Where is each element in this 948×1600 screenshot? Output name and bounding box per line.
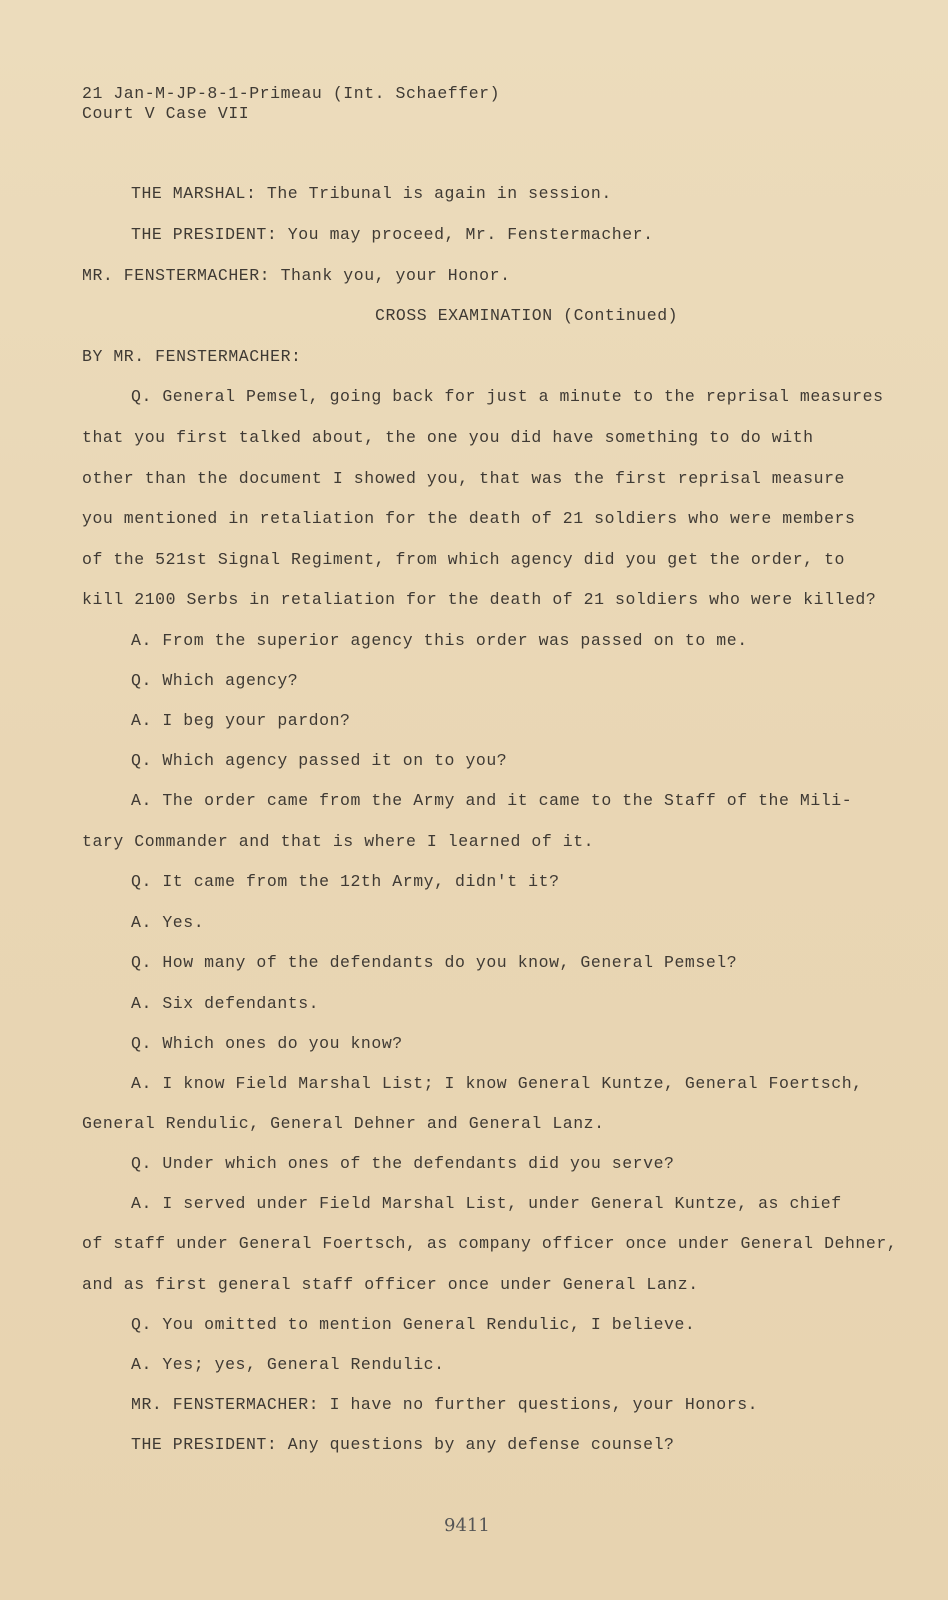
- transcript-line: A. I beg your pardon?: [131, 711, 351, 730]
- transcript-line: and as first general staff officer once under General Lanz.: [82, 1275, 699, 1294]
- transcript-line: Q. Which agency?: [131, 671, 299, 690]
- transcript-line: THE PRESIDENT: You may proceed, Mr. Fenstermacher.: [131, 225, 654, 244]
- transcript-line: BY MR. FENSTERMACHER:: [82, 347, 302, 366]
- header-line-1: 21 Jan-M-JP-8-1-Primeau (Int. Schaeffer): [82, 84, 501, 103]
- transcript-line: other than the document I showed you, that was the first reprisal measure: [82, 469, 845, 488]
- transcript-line: A. The order came from the Army and it came to the Staff of the Mili-: [131, 791, 853, 810]
- transcript-line: THE MARSHAL: The Tribunal is again in session.: [131, 184, 612, 203]
- transcript-line: A. Yes.: [131, 913, 205, 932]
- transcript-line: Q. Under which ones of the defendants did you serve?: [131, 1154, 675, 1173]
- page-number: 9411: [444, 1515, 490, 1536]
- transcript-line: THE PRESIDENT: Any questions by any defense counsel?: [131, 1435, 675, 1454]
- transcript-line: you mentioned in retaliation for the death of 21 soldiers who were members: [82, 509, 856, 528]
- transcript-line: of staff under General Foertsch, as company officer once under General Dehner,: [82, 1234, 898, 1253]
- transcript-line: tary Commander and that is where I learned of it.: [82, 832, 595, 851]
- transcript-line: Q. How many of the defendants do you know, General Pemsel?: [131, 953, 738, 972]
- transcript-line: Q. General Pemsel, going back for just a minute to the reprisal measures: [131, 387, 884, 406]
- header-line-2: Court V Case VII: [82, 104, 250, 123]
- transcript-line: of the 521st Signal Regiment, from which agency did you get the order, to: [82, 550, 845, 569]
- transcript-line: A. Six defendants.: [131, 994, 320, 1013]
- section-heading: CROSS EXAMINATION (Continued): [375, 306, 679, 325]
- transcript-line: Q. Which agency passed it on to you?: [131, 751, 508, 770]
- transcript-line: A. I served under Field Marshal List, under General Kuntze, as chief: [131, 1194, 842, 1213]
- transcript-line: kill 2100 Serbs in retaliation for the death of 21 soldiers who were killed?: [82, 590, 877, 609]
- transcript-line: A. Yes; yes, General Rendulic.: [131, 1355, 445, 1374]
- transcript-line: A. From the superior agency this order was passed on to me.: [131, 631, 748, 650]
- transcript-line: A. I know Field Marshal List; I know General Kuntze, General Foertsch,: [131, 1074, 863, 1093]
- transcript-line: Q. You omitted to mention General Rendulic, I believe.: [131, 1315, 696, 1334]
- transcript-line: MR. FENSTERMACHER: I have no further questions, your Honors.: [131, 1395, 759, 1414]
- transcript-line: General Rendulic, General Dehner and General Lanz.: [82, 1114, 605, 1133]
- transcript-line: Q. Which ones do you know?: [131, 1034, 403, 1053]
- transcript-line: MR. FENSTERMACHER: Thank you, your Honor.: [82, 266, 511, 285]
- transcript-line: Q. It came from the 12th Army, didn't it?: [131, 872, 560, 891]
- transcript-line: that you first talked about, the one you did have something to do with: [82, 428, 814, 447]
